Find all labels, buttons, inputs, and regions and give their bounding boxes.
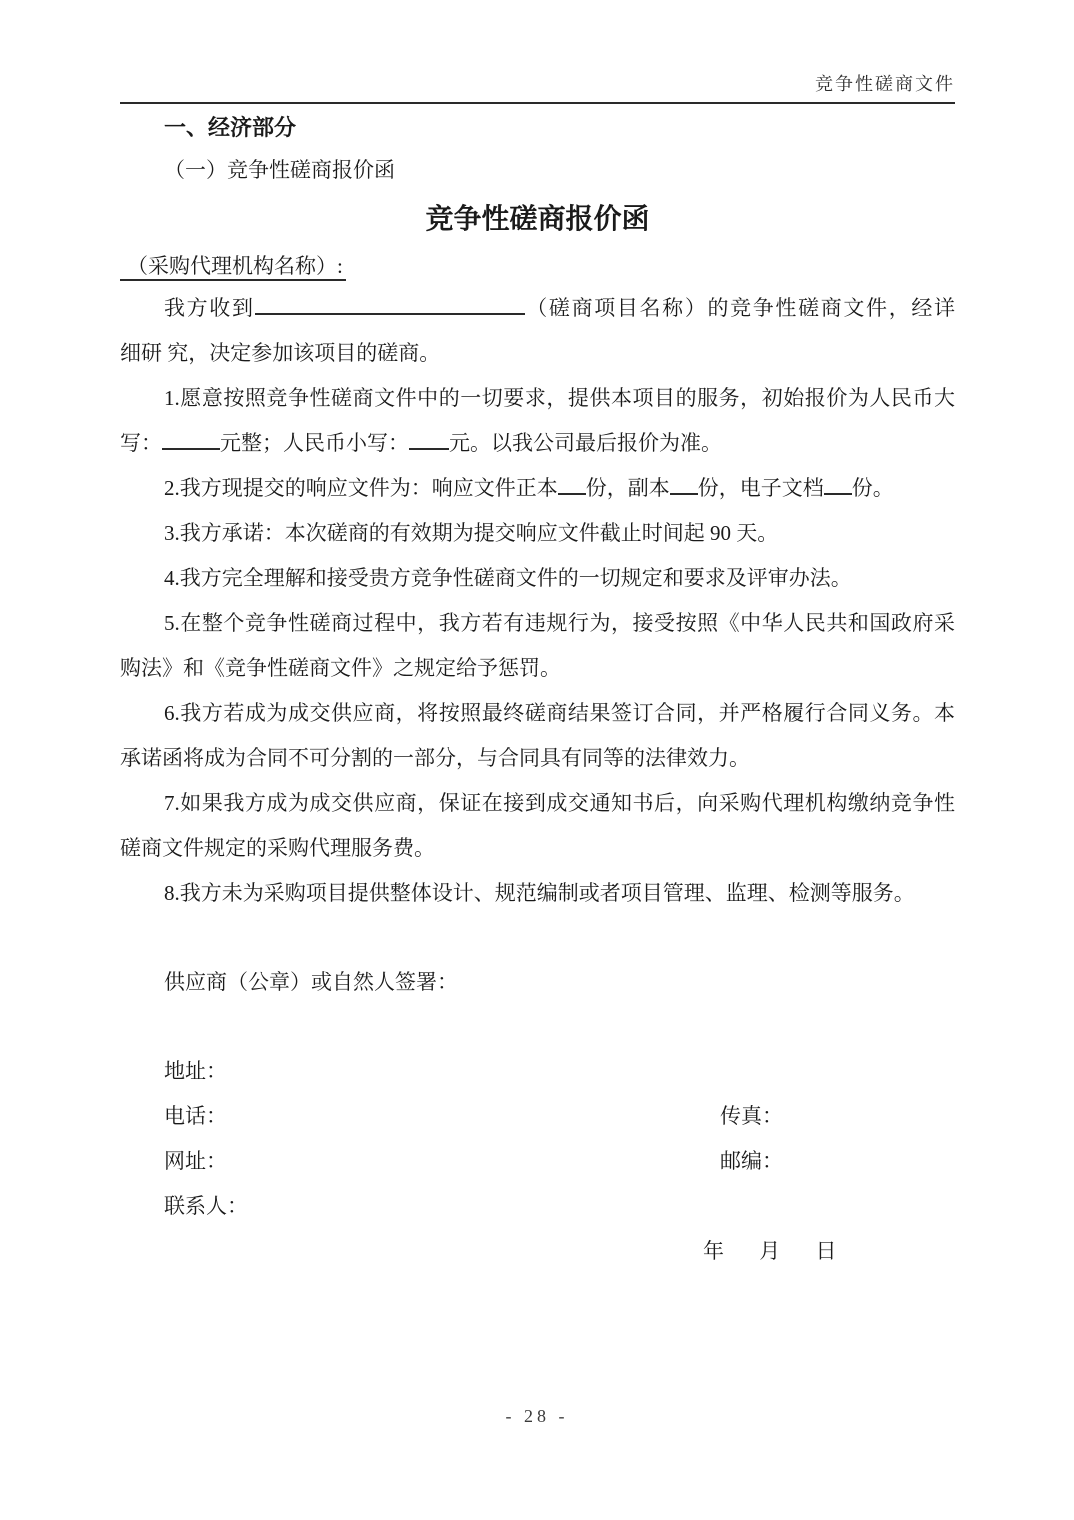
body-paragraphs — [120, 286, 955, 916]
body-line — [120, 826, 955, 871]
address-label: 地址： — [164, 1059, 227, 1083]
phone-label: 电话： — [164, 1104, 227, 1128]
body-line — [120, 421, 955, 466]
body-line — [120, 646, 955, 691]
address-row — [120, 1049, 955, 1094]
body-text: 6.我方若成为成交供应商，将按照最终磋商结果签订合同，并严格履行合同义务。本 — [164, 701, 955, 725]
salutation-line — [120, 246, 955, 286]
body-text: 份。 — [851, 476, 894, 500]
body-line — [120, 691, 955, 736]
body-text: 我方收到 — [164, 296, 255, 320]
body-text: 元整；人民币小写： — [220, 431, 409, 455]
body-text: 承诺函将成为合同不可分割的一部分，与合同具有同等的法律效力。 — [120, 746, 750, 770]
body-text: 份，副本 — [585, 476, 670, 500]
header-doc-type: 竞争性磋商文件 — [815, 74, 955, 94]
fill-in-blank — [670, 491, 698, 495]
body-line — [120, 466, 955, 511]
document-title: 竞争性磋商报价函 — [425, 203, 650, 234]
website-label: 网址： — [164, 1149, 227, 1173]
body-line — [120, 781, 955, 826]
body-line — [120, 376, 955, 421]
body-text: 磋商文件规定的采购代理服务费。 — [120, 836, 435, 860]
body-text: 7.如果我方成为成交供应商，保证在接到成交通知书后，向采购代理机构缴纳竞争性 — [164, 791, 955, 815]
page-header — [120, 0, 955, 104]
body-line — [120, 331, 955, 376]
fill-in-blank — [824, 491, 852, 495]
page-number: - 28 - — [505, 1406, 569, 1426]
section-heading-economic-part: 一、经济部分 — [164, 115, 297, 140]
contact-info-rows — [120, 1049, 955, 1229]
body-text: 2.我方现提交的响应文件为：响应文件正本 — [164, 476, 558, 500]
contact-person-row — [120, 1184, 955, 1229]
body-text: 5.在整个竞争性磋商过程中，我方若有违规行为，接受按照《中华人民共和国政府采 — [164, 611, 955, 635]
body-line — [120, 871, 955, 916]
contact-person-label: 联系人： — [164, 1194, 248, 1218]
body-text: 8.我方未为采购项目提供整体设计、规范编制或者项目管理、监理、检测等服务。 — [164, 881, 915, 905]
fill-in-blank — [162, 446, 220, 450]
body-line — [120, 286, 955, 331]
supplier-signature-label: 供应商（公章）或自然人签署： — [164, 970, 458, 994]
body-line — [120, 736, 955, 781]
body-text: 份，电子文档 — [697, 476, 824, 500]
signature-block — [120, 960, 955, 1274]
page-footer — [0, 1396, 1074, 1436]
fill-in-blank — [255, 311, 525, 315]
page-content — [0, 108, 1074, 1274]
subsection-heading-quotation-letter: （一）竞争性磋商报价函 — [164, 158, 395, 182]
body-text: 1.愿意按照竞争性磋商文件中的一切要求，提供本项目的服务，初始报价为人民币大 — [164, 386, 955, 410]
body-text: （磋商项目名称）的竞争性磋商文件，经详 — [524, 296, 955, 320]
body-line — [120, 511, 955, 556]
body-text: 写： — [120, 431, 162, 455]
fax-label: 传真： — [720, 1104, 783, 1128]
fill-in-blank — [409, 446, 449, 450]
fill-in-blank — [558, 491, 586, 495]
postcode-label: 邮编： — [720, 1149, 783, 1173]
body-text: 细研 究，决定参加该项目的磋商。 — [120, 341, 441, 365]
body-text: 购法》和《竞争性磋商文件》之规定给予惩罚。 — [120, 656, 561, 680]
body-line — [120, 601, 955, 646]
body-line — [120, 556, 955, 601]
body-text: 元。以我公司最后报价为准。 — [449, 431, 722, 455]
body-text: 4.我方完全理解和接受贵方竞争性磋商文件的一切规定和要求及评审办法。 — [164, 566, 852, 590]
date-line: 年 月 日 — [703, 1239, 837, 1263]
website-postcode-row — [120, 1139, 955, 1184]
body-text: 3.我方承诺：本次磋商的有效期为提交响应文件截止时间起 90 天。 — [164, 521, 779, 545]
phone-fax-row — [120, 1094, 955, 1139]
procuring-agency-name-blank: （采购代理机构名称）: — [120, 254, 346, 281]
